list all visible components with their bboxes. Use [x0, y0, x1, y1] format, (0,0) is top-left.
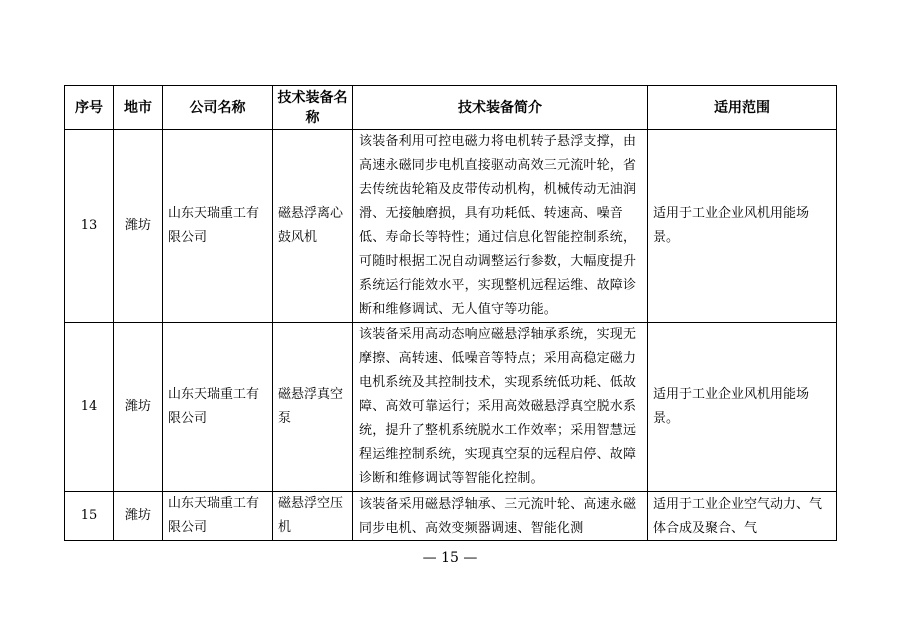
row-scope	[648, 492, 837, 541]
header-description: 技术装备简介	[353, 86, 648, 130]
header-equipment: 技术装备名称	[273, 86, 353, 130]
row-description: 该装备利用可控电磁力将电机转子悬浮支撑，由高速永磁同步电机直接驱动高效三元流叶轮，省去传统齿轮箱及皮带传动机构，机械传动无油润滑、无接触磨损，具有功耗低、转速高、噪音低、寿命长等特性；通过信息化智能控制系统，可随时根据工况自动调整运行参数，大幅度提升系统运行能效水平，实现整机远程运维、故障诊断和维修调试、无人值守等功能。	[353, 130, 648, 323]
row-city: 潍坊	[114, 130, 163, 323]
header-index: 序号	[65, 86, 114, 130]
row-index: 13	[65, 130, 114, 323]
row-equipment: 磁悬浮空压机	[273, 492, 353, 541]
row-scope: 适用于工业企业风机用能场景。	[648, 130, 837, 323]
equipment-table	[64, 85, 837, 541]
table-row	[65, 130, 837, 323]
row-description	[353, 492, 648, 541]
row-scope: 适用于工业企业风机用能场景。	[648, 323, 837, 492]
row-scope-text: 适用于工业企业空气动力、气体合成及聚合、气	[653, 496, 823, 536]
table-header-row	[65, 86, 837, 130]
table-row	[65, 323, 837, 492]
row-company: 山东天瑞重工有限公司	[163, 323, 273, 492]
row-equipment: 磁悬浮离心鼓风机	[273, 130, 353, 323]
row-company: 山东天瑞重工有限公司	[163, 492, 273, 541]
row-description-text: 该装备采用磁悬浮轴承、三元流叶轮、高速永磁同步电机、高效变频器调速、智能化测	[359, 496, 637, 536]
row-city: 潍坊	[114, 323, 163, 492]
page-number: — 15 —	[422, 550, 478, 566]
header-city: 地市	[114, 86, 163, 130]
row-company: 山东天瑞重工有限公司	[163, 130, 273, 323]
row-city: 潍坊	[114, 492, 163, 541]
row-index: 15	[65, 492, 114, 541]
header-scope: 适用范围	[648, 86, 837, 130]
header-company: 公司名称	[163, 86, 273, 130]
row-equipment: 磁悬浮真空泵	[273, 323, 353, 492]
table-row	[65, 492, 837, 541]
row-description: 该装备采用高动态响应磁悬浮轴承系统，实现无摩擦、高转速、低噪音等特点；采用高稳定磁力电机系统及其控制技术，实现系统低功耗、低故障、高效可靠运行；采用高效磁悬浮真空脱水系统，提升了整机系统脱水工作效率；采用智慧远程运维控制系统，实现真空泵的远程启停、故障诊断和维修调试等智能化控制。	[353, 323, 648, 492]
row-index: 14	[65, 323, 114, 492]
